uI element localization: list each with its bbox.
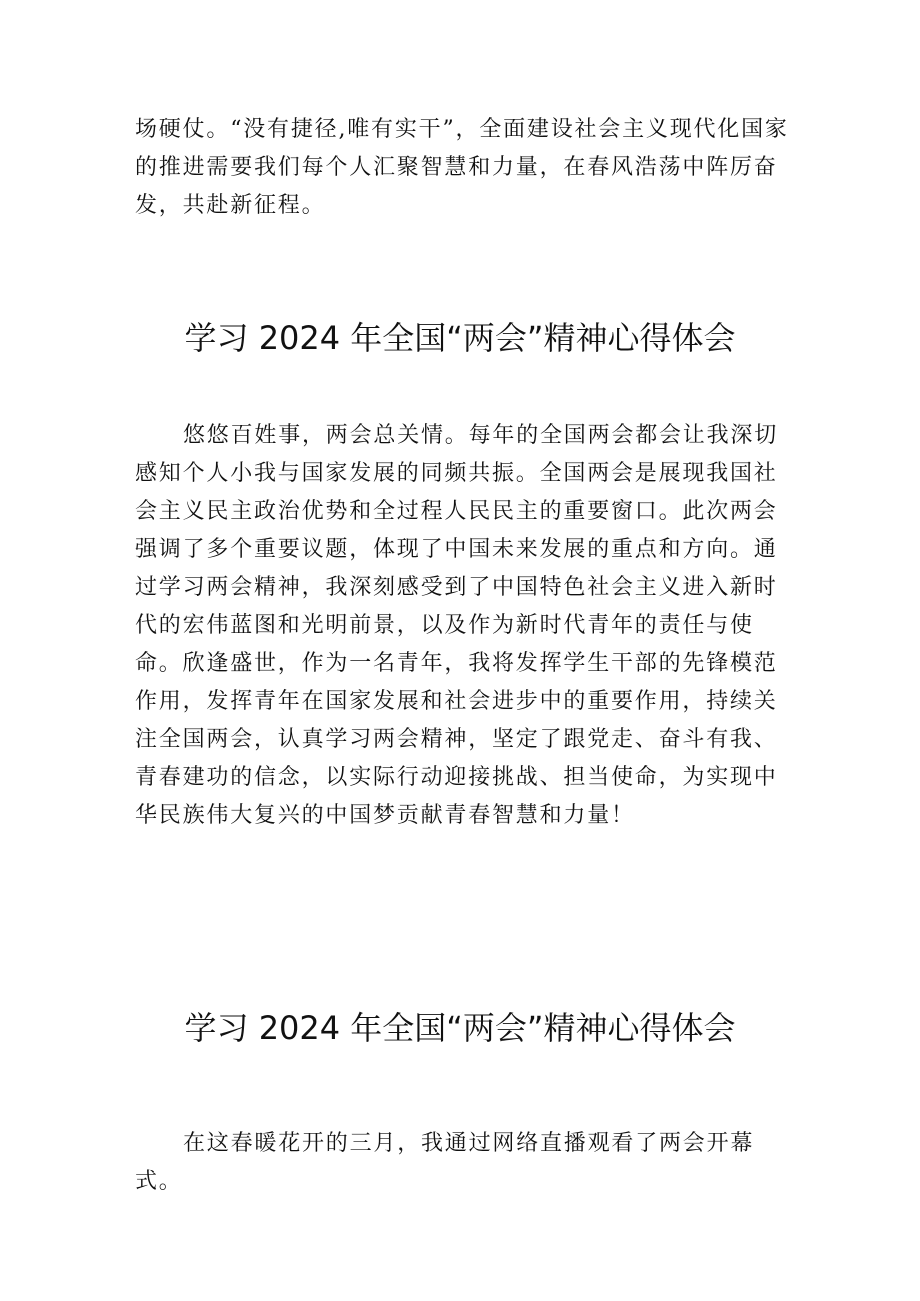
section-heading: 学习 2024 年全国“两会”精神心得体会 <box>184 1009 736 1047</box>
body-paragraph: 悠悠百姓事，两会总关情。每年的全国两会都会让我深切感知个人小我与国家发展的同频共振。全国两会是展现我国社会主义民主政治优势和全过程人民民主的重要窗口。此次两会强调了多个重要议题，体现了中国未来发展的重点和方向。通过学习两会精神，我深刻感受到了中国特色社会主义进入新时代的宏伟蓝图和光明前景，以及作为新时代青年的责任与使命。欣逢盛世，作为一名青年，我将发挥学生干部的先锋模范作用，发挥青年在国家发展和社会进步中的重要作用，持续关注全国两会，认真学习两会精神，坚定了跟党走、奋斗有我、青春建功的信念，以实际行动迎接挑战、担当使命，为实现中华民族伟大复兴的中国梦贡献青春智慧和力量！ <box>135 423 779 828</box>
body-paragraph: 在这春暖花开的三月，我通过网络直播观看了两会开幕式。 <box>135 1131 755 1194</box>
body-paragraph: 场硬仗。“没有捷径,唯有实干”，全面建设社会主义现代化国家的推进需要我们每个人汇聚智慧和力量，在春风浩荡中阵厉奋发，共赴新征程。 <box>135 117 789 218</box>
section-heading: 学习 2024 年全国“两会”精神心得体会 <box>184 319 736 357</box>
